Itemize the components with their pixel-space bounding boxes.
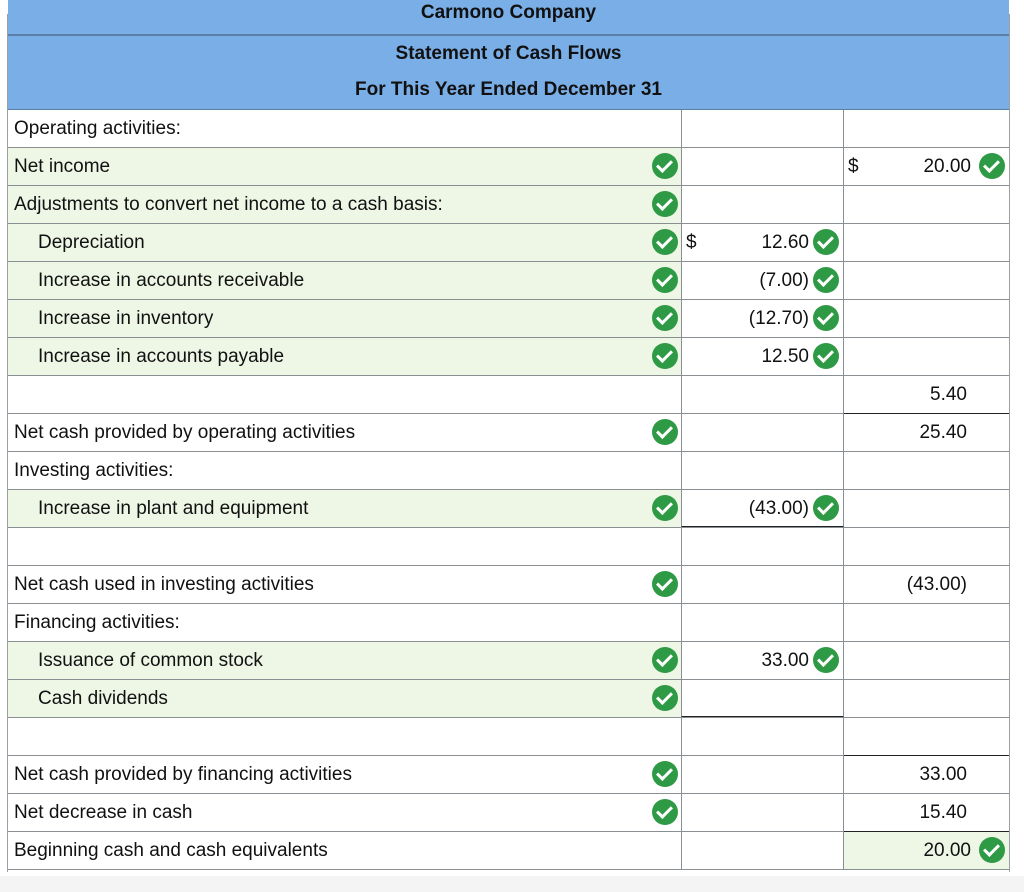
amount-value: (7.00) [759,270,809,291]
period-text: For This Year Ended December 31 [355,79,662,100]
amount-input-column-1[interactable] [681,642,844,679]
row-label-select[interactable] [8,794,649,831]
row-label-select[interactable] [8,528,649,565]
amount-input-column-1[interactable] [681,794,844,831]
amount-input-column-1[interactable] [681,832,844,869]
row-check-cell [649,414,681,451]
row-check-cell [649,832,681,869]
statement-row [8,338,1009,376]
amount-input-column-1[interactable] [681,338,844,375]
row-label-text: Operating activities: [14,118,181,139]
row-label-text: Adjustments to convert net income to a cash basis: [14,194,443,215]
row-label-text: Net cash used in investing activities [14,574,314,595]
amount-value: 20.00 [923,156,971,177]
row-label-text: Increase in accounts receivable [38,270,305,291]
row-label-select[interactable] [8,414,649,451]
statement-row [8,224,1009,262]
currency-symbol: $ [686,232,697,253]
row-label-select[interactable] [8,110,649,147]
amount-input-column-2[interactable] [844,376,1009,414]
statement-row [8,148,1009,186]
statement-row [8,680,1009,718]
amount-input-column-2[interactable] [844,490,1009,527]
row-check-cell [649,566,681,603]
row-label-text: Net cash provided by operating activities [14,422,356,443]
row-label-text: Increase in accounts payable [38,346,285,367]
check-circle-icon [652,647,678,673]
statement-row [8,566,1009,604]
check-circle-icon [652,495,678,521]
amount-value: (43.00) [748,498,809,519]
amount-input-column-1[interactable] [681,452,844,489]
amount-input-column-1[interactable] [681,148,844,185]
row-label-select[interactable] [8,566,649,603]
row-label-select[interactable] [8,148,649,185]
row-label-select[interactable] [8,300,649,337]
amount-input-column-2[interactable] [844,680,1009,717]
row-check-cell [649,642,681,679]
row-check-cell [649,224,681,261]
amount-input-column-1[interactable] [681,604,844,641]
row-label-select[interactable] [8,224,649,261]
row-label-select[interactable] [8,718,649,755]
statement-row [8,110,1009,148]
statement-row [8,604,1009,642]
amount-input-column-1[interactable] [681,718,844,755]
statement-row [8,756,1009,794]
statement-table [8,110,1009,870]
amount-input-column-2[interactable] [844,110,1009,147]
check-circle-icon [813,305,839,331]
amount-input-column-2[interactable] [844,452,1009,489]
row-label-text: Increase in plant and equipment [38,498,309,519]
row-check-cell [649,528,681,565]
statement-row [8,262,1009,300]
check-circle-icon [652,571,678,597]
statement-row [8,528,1009,566]
row-label-text: Net decrease in cash [14,802,193,823]
row-label-select[interactable] [8,452,649,489]
amount-input-column-1[interactable] [681,262,844,299]
row-check-cell [649,338,681,375]
statement-row [8,642,1009,680]
row-label-select[interactable] [8,604,649,641]
row-check-cell [649,452,681,489]
check-circle-icon [652,191,678,217]
check-circle-icon [652,761,678,787]
amount-input-column-2[interactable] [844,718,1009,756]
amount-value: 12.60 [761,232,809,253]
amount-input-column-1[interactable] [681,490,844,527]
amount-input-column-2[interactable] [844,832,1009,869]
check-circle-icon [652,267,678,293]
amount-value: 20.00 [923,840,971,861]
amount-input-column-1[interactable] [681,110,844,147]
amount-value: (43.00) [906,574,967,595]
row-check-cell [649,718,681,755]
amount-input-column-2[interactable] [844,224,1009,261]
page-footer-strip [0,876,1024,892]
check-circle-icon [652,799,678,825]
row-check-cell [649,300,681,337]
row-label-select[interactable] [8,338,649,375]
row-label-select[interactable] [8,832,649,869]
row-check-cell [649,490,681,527]
check-circle-icon [813,267,839,293]
amount-value: 33.00 [919,764,967,785]
statement-period [8,72,1009,110]
amount-value: (12.70) [748,308,809,329]
check-circle-icon [813,647,839,673]
currency-symbol: $ [848,156,859,177]
row-label-text: Increase in inventory [38,308,214,329]
row-check-cell [649,148,681,185]
row-label-select[interactable] [8,376,649,413]
row-label-text: Depreciation [38,232,145,253]
check-circle-icon [979,837,1005,863]
row-label-text: Cash dividends [38,688,168,709]
amount-value: 15.40 [919,802,967,823]
company-name: Carmono Company [8,0,1009,35]
amount-input-column-1[interactable] [681,680,844,717]
amount-input-column-2[interactable] [844,756,1009,793]
row-label-text: Investing activities: [14,460,174,481]
check-circle-icon [652,305,678,331]
amount-input-column-2[interactable] [844,414,1009,451]
amount-input-column-1[interactable] [681,186,844,223]
row-label-select[interactable] [8,490,649,527]
statement-row [8,718,1009,756]
amount-input-column-2[interactable] [844,794,1009,832]
row-check-cell [649,376,681,413]
row-check-cell [649,604,681,641]
check-circle-icon [652,685,678,711]
row-label-select[interactable] [8,186,649,223]
row-check-cell [649,262,681,299]
statement-row [8,300,1009,338]
row-check-cell [649,110,681,147]
amount-value: 25.40 [919,422,967,443]
check-circle-icon [979,153,1005,179]
row-check-cell [649,186,681,223]
amount-input-column-2[interactable] [844,148,1009,185]
statement-row [8,414,1009,452]
row-check-cell [649,680,681,717]
amount-input-column-1[interactable] [681,756,844,793]
row-label-select[interactable] [8,756,649,793]
statement-row [8,832,1009,870]
amount-input-column-1[interactable] [681,528,844,565]
amount-input-column-2[interactable] [844,300,1009,337]
statement-row [8,376,1009,414]
statement-row [8,794,1009,832]
check-circle-icon [813,495,839,521]
amount-input-column-2[interactable] [844,566,1009,603]
amount-input-column-1[interactable] [681,300,844,337]
statement-row [8,490,1009,528]
amount-input-column-1[interactable] [681,566,844,603]
check-circle-icon [652,419,678,445]
row-check-cell [649,794,681,831]
check-circle-icon [652,229,678,255]
amount-input-column-2[interactable] [844,338,1009,375]
amount-input-column-2[interactable] [844,528,1009,565]
row-label-select[interactable] [8,642,649,679]
amount-input-column-1[interactable] [681,414,844,451]
row-check-cell [649,756,681,793]
amount-input-column-1[interactable] [681,376,844,413]
amount-input-column-1[interactable] [681,224,844,261]
statement-title: Statement of Cash Flows [8,35,1009,73]
row-label-text: Financing activities: [14,612,180,633]
statement-row [8,452,1009,490]
row-label-select[interactable] [8,680,649,717]
row-label-text: Beginning cash and cash equivalents [14,840,328,861]
check-circle-icon [652,153,678,179]
amount-input-column-2[interactable] [844,642,1009,679]
amount-value: 5.40 [930,384,967,405]
check-circle-icon [652,343,678,369]
check-circle-icon [813,229,839,255]
amount-value: 12.50 [761,346,809,367]
row-label-select[interactable] [8,262,649,299]
row-label-text: Net income [14,156,111,177]
cash-flow-statement [7,2,1010,872]
amount-input-column-2[interactable] [844,604,1009,641]
statement-row [8,186,1009,224]
row-label-text: Issuance of common stock [38,650,263,671]
amount-input-column-2[interactable] [844,186,1009,223]
amount-input-column-2[interactable] [844,262,1009,299]
amount-value: 33.00 [761,650,809,671]
row-label-text: Net cash provided by financing activities [14,764,352,785]
check-circle-icon [813,343,839,369]
